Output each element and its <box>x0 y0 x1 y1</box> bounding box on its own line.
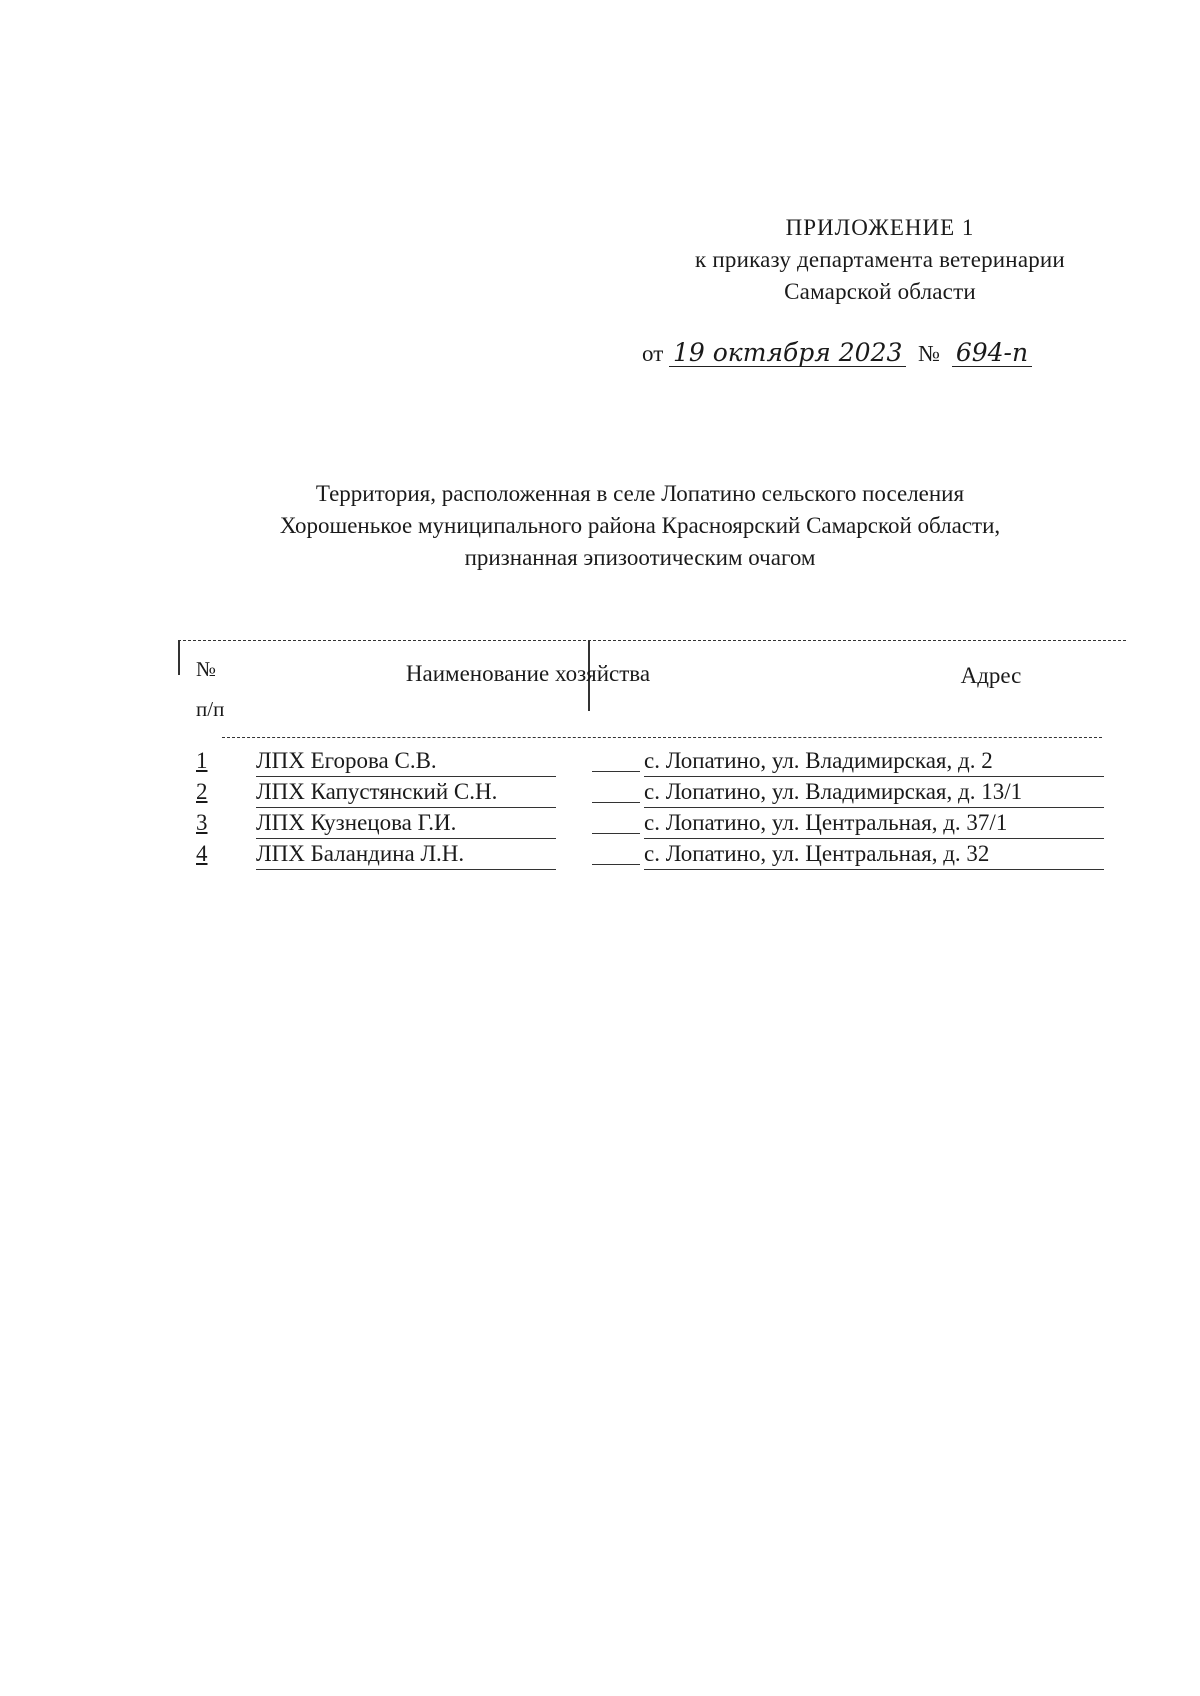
header-num <box>196 649 252 729</box>
appendix-region: Самарской области <box>784 279 976 304</box>
row-address-lead-line <box>592 745 640 772</box>
header-num-pp: п/п <box>196 697 225 721</box>
row-num: 2 <box>196 779 208 804</box>
row-farm-name: ЛПХ Егорова С.В. <box>256 745 556 777</box>
appendix-title: ПРИЛОЖЕНИЕ 1 <box>785 215 975 240</box>
order-number-label: № <box>918 341 941 366</box>
farms-table <box>178 640 1126 869</box>
row-address: с. Лопатино, ул. Центральная, д. 37/1 <box>644 807 1104 839</box>
row-num: 1 <box>196 748 208 773</box>
header-divider-left <box>178 641 180 675</box>
title-line-3: признанная эпизоотическим очагом <box>464 545 816 570</box>
row-address-lead-line <box>592 807 640 834</box>
order-prefix: от <box>642 341 664 366</box>
order-date-number <box>642 340 1032 367</box>
table-header <box>178 640 1126 741</box>
row-farm-name: ЛПХ Кузнецова Г.И. <box>256 807 556 839</box>
row-address: с. Лопатино, ул. Центральная, д. 32 <box>644 838 1104 870</box>
row-address-lead-line <box>592 776 640 803</box>
row-num: 4 <box>196 841 208 866</box>
appendix-header <box>640 212 1120 308</box>
header-address: Адрес <box>960 663 1022 688</box>
header-num-symbol: № <box>196 657 217 681</box>
table-row <box>178 776 1126 807</box>
document-title <box>160 478 1120 574</box>
row-farm-name: ЛПХ Баландина Л.Н. <box>256 838 556 870</box>
order-number-handwritten: 694-п <box>952 340 1032 367</box>
title-line-2: Хорошенькое муниципального района Красноярский Самарской области, <box>279 513 1001 538</box>
table-row <box>178 838 1126 869</box>
header-farm-name: Наименование хозяйства <box>405 661 651 686</box>
row-address: с. Лопатино, ул. Владимирская, д. 13/1 <box>644 776 1104 808</box>
header-bottom-line <box>222 737 1102 738</box>
appendix-order-ref: к приказу департамента ветеринарии <box>695 247 1065 272</box>
table-body <box>178 745 1126 869</box>
row-farm-name: ЛПХ Капустянский С.Н. <box>256 776 556 808</box>
table-row <box>178 745 1126 776</box>
table-row <box>178 807 1126 838</box>
title-line-1: Территория, расположенная в селе Лопатино сельского поселения <box>315 481 965 506</box>
order-date-handwritten: 19 октября 2023 <box>669 340 906 367</box>
row-address: с. Лопатино, ул. Владимирская, д. 2 <box>644 745 1104 777</box>
row-address-lead-line <box>592 838 640 865</box>
row-num: 3 <box>196 810 208 835</box>
